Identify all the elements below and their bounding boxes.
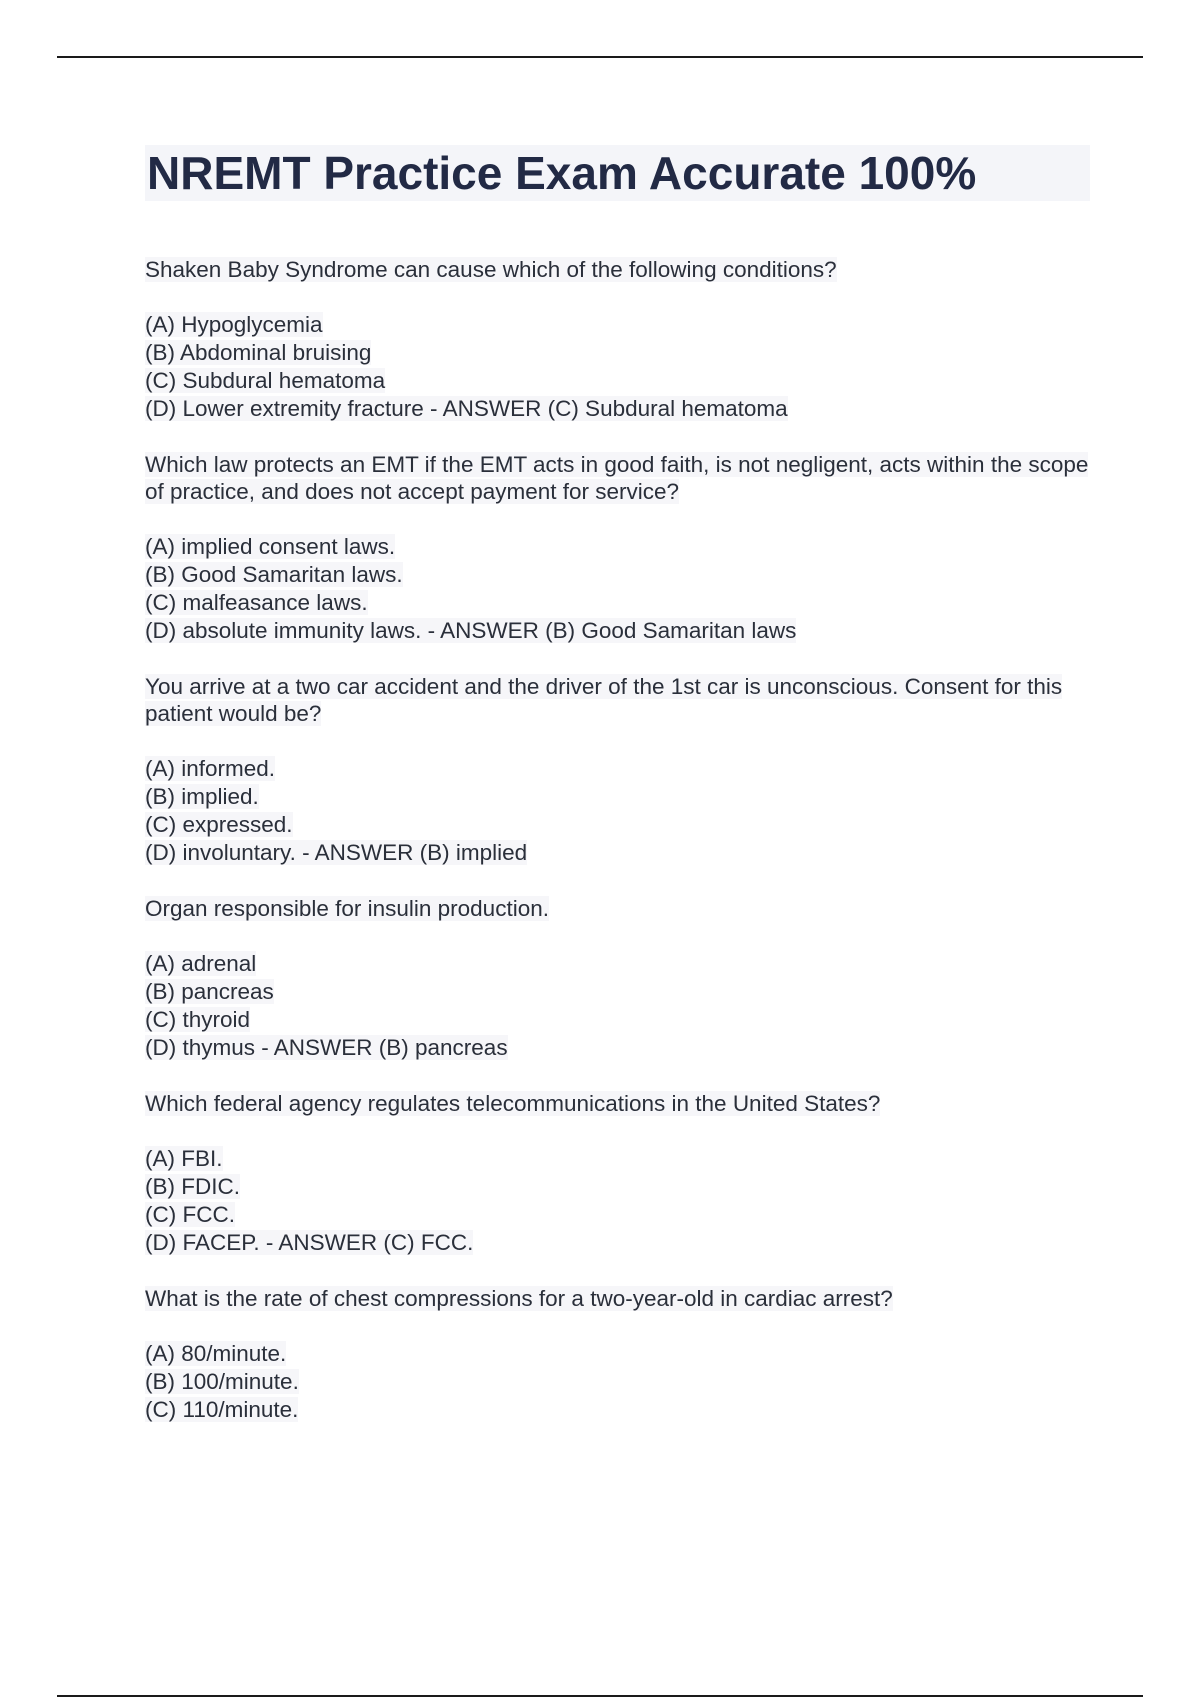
question-1 <box>145 256 1090 423</box>
answer-option: (C) thyroid <box>145 1007 251 1032</box>
question-6 <box>145 1285 1090 1424</box>
answer-option: (C) Subdural hematoma <box>145 368 386 393</box>
question-text: Which law protects an EMT if the EMT acts in good faith, is not negligent, acts within the scope of practice, and does not accept payment for service? <box>145 452 1089 504</box>
answer-option: (D) Lower extremity fracture - ANSWER (C) Subdural hematoma <box>145 396 788 421</box>
answer-option: (B) implied. <box>145 784 259 809</box>
answer-option: (B) pancreas <box>145 979 274 1004</box>
question-text: Shaken Baby Syndrome can cause which of the following conditions? <box>145 257 837 282</box>
answer-option: (A) Hypoglycemia <box>145 312 323 337</box>
answer-option: (C) FCC. <box>145 1202 235 1227</box>
document-title: NREMT Practice Exam Accurate 100% <box>145 145 1090 201</box>
question-5 <box>145 1090 1090 1257</box>
answer-option: (D) thymus - ANSWER (B) pancreas <box>145 1035 508 1060</box>
question-4 <box>145 895 1090 1062</box>
question-text: What is the rate of chest compressions for a two-year-old in cardiac arrest? <box>145 1286 893 1311</box>
answer-option: (C) expressed. <box>145 812 293 837</box>
answer-option: (B) Good Samaritan laws. <box>145 562 403 587</box>
question-3 <box>145 673 1090 867</box>
answer-option: (A) informed. <box>145 756 276 781</box>
question-text: Which federal agency regulates telecommunications in the United States? <box>145 1091 881 1116</box>
answer-option: (B) Abdominal bruising <box>145 340 372 365</box>
answer-option: (C) 110/minute. <box>145 1397 299 1422</box>
top-rule <box>57 56 1143 58</box>
answer-option: (D) absolute immunity laws. - ANSWER (B) Good Samaritan laws <box>145 618 797 643</box>
answer-option: (D) FACEP. - ANSWER (C) FCC. <box>145 1230 474 1255</box>
answer-option: (A) implied consent laws. <box>145 534 396 559</box>
answer-option: (B) FDIC. <box>145 1174 240 1199</box>
answer-option: (B) 100/minute. <box>145 1369 299 1394</box>
answer-option: (A) FBI. <box>145 1146 223 1171</box>
question-2 <box>145 451 1090 645</box>
question-text: You arrive at a two car accident and the driver of the 1st car is unconscious. Consent for this patient would be? <box>145 674 1063 726</box>
answer-option: (C) malfeasance laws. <box>145 590 368 615</box>
answer-option: (A) adrenal <box>145 951 257 976</box>
answer-option: (D) involuntary. - ANSWER (B) implied <box>145 840 528 865</box>
bottom-rule <box>57 1695 1143 1697</box>
document-body <box>145 145 1090 1452</box>
answer-option: (A) 80/minute. <box>145 1341 287 1366</box>
question-text: Organ responsible for insulin production. <box>145 896 549 921</box>
